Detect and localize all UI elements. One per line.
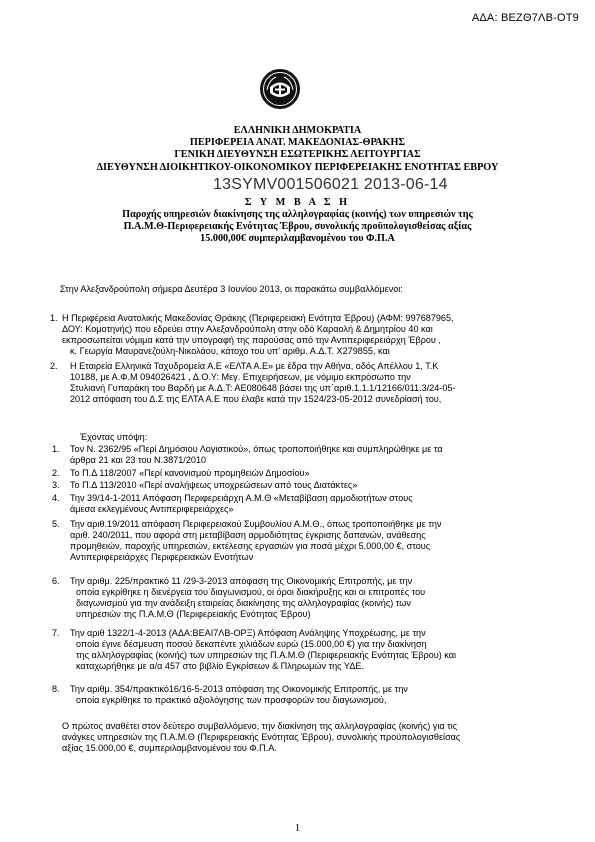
consideration-line: Την αριθ 1322/1-4-2013 (ΑΔΑ:ΒΕΑΙ7ΛΒ-ΟΡΞ) Απόφαση Ανάληψης Υποχρέωσης, με την — [70, 628, 426, 638]
consideration-line: Αντιπεριφερειάρχες Περιφερειακών Ενοτήτων — [70, 552, 254, 562]
title-line: Π.Α.Μ.Θ-Περιφερειακής Ενότητας Έβρου, συνολικής προϋπολογισθείσας αξίας — [123, 221, 472, 232]
consideration-number: 8. — [52, 684, 60, 694]
title-line: 15.000,00€ συμπεριλαμβανομένου του Φ.Π.Α — [200, 233, 395, 244]
consideration-line: άμεσα εκλεγμένους Αντιπεριφερειάρχες» — [70, 504, 234, 514]
party-line: ΔΟΥ: Κομοτηνής) που εδρεύει στην Αλεξανδρούπολη στην οδό Καραολή & Δημητρίου 40 και — [62, 324, 433, 334]
closing-line: αξίας 15.000,00 €, συμπεριλαμβανομένου του Φ.Π.Α. — [62, 743, 277, 753]
document-type: Σ Υ Μ Β Α Σ Η — [244, 197, 351, 208]
consideration-number: 1. — [52, 444, 60, 454]
having-in-mind-label: Έχοντας υπόψη: — [80, 432, 148, 442]
intro-paragraph: Στην Αλεξανδρούπολη σήμερα Δευτέρα 3 Ιουνίου 2013, οι παρακάτω συμβαλλόμενοι: — [60, 284, 403, 294]
consideration-number: 7. — [52, 628, 60, 638]
consideration-line: προμηθειών, παροχής υπηρεσιών, εκτέλεσης εργασιών για ποσά μέχρι 5.000,00 €, στους — [70, 541, 431, 551]
party-number: 2. — [50, 361, 58, 371]
consideration-line: Την αριθ.19/2011 απόφαση Περιφερειακού Συμβουλίου Α.Μ.Θ., όπως τροποποιήθηκε με την — [70, 519, 442, 529]
consideration-line: άρθρα 21 και 23 του Ν.3871/2010 — [70, 455, 207, 465]
consideration-number: 5. — [52, 519, 60, 529]
heading-line: ΠΕΡΙΦΕΡΕΙΑ ΑΝΑΤ. ΜΑΚΕΔΟΝΙΑΣ-ΘΡΑΚΗΣ — [189, 137, 406, 149]
heading-line: ΕΛΛΗΝΙΚΗ ΔΗΜΟΚΡΑΤΙΑ — [233, 125, 362, 136]
page-number: 1 — [294, 822, 301, 834]
party-number: 1. — [50, 313, 58, 323]
consideration-line: υπηρεσιών της Π.Α.Μ.Θ (Περιφερειακής Ενότητας Έβρου) — [76, 609, 311, 619]
consideration-line: διαγωνισμού για την ανάδειξη εταιρείας διακίνησης της αλληλογραφίας (κοινής) των — [76, 598, 411, 608]
consideration-line: αριθ. 240/2011, που αφορά στη μεταβίβαση αρμοδιότητας έγκρισης δαπανών, ανάθεσης — [70, 530, 426, 540]
consideration-line: της αλληλογραφίας (κοινής) των υπηρεσιών της Π.Α.Μ.Θ (Περιφερειακής Ενότητας Έβρου) και — [76, 650, 456, 660]
party-line: Η Εταιρεία Ελληνικά Ταχυδρομεία Α.Ε «ΕΛΤΑ Α.Ε» με έδρα την Αθήνα, οδός Απέλλου 1, Τ.Κ — [70, 361, 439, 371]
party-line: Η Περιφέρεια Ανατολικής Μακεδονίας Θράκης (Περιφερειακή Ενότητα Έβρου) (ΑΦΜ: 997687965, — [62, 313, 454, 323]
party-line: εκπροσωπείται νόμιμα κατά την υπογραφή της παρούσας από την Αντιπεριφερειάρχη Έβρου , — [62, 335, 441, 345]
party-line: κ. Γεωργία Μαυρανεζούλη-Νικολάου, κάτοχο του υπ' αριθμ. Α.Δ.Τ. Χ279855, και — [70, 346, 390, 356]
heading-line: ΔΙΕΥΘΥΝΣΗ ΔΙΟΙΚΗΤΙΚΟΥ-ΟΙΚΟΝΟΜΙΚΟΥ ΠΕΡΙΦΕΡΕΙΑΚΗΣ ΕΝΟΤΗΤΑΣ ΕΒΡΟΥ — [96, 161, 499, 173]
heading-line: ΓΕΝΙΚΗ ΔΙΕΥΘΥΝΣΗ ΕΣΩΤΕΡΙΚΗΣ ΛΕΙΤΟΥΡΓΙΑΣ — [174, 149, 421, 161]
consideration-line: οποία έγινε δέσμευση ποσού δεκαπέντε χιλιάδων ευρώ (15.000,00 €) για την διακίνηση — [76, 639, 427, 649]
consideration-line: οποία εγκρίθηκε η διενέργεια του διαγωνισμού, οι όροι διακήρυξης και οι επιτροπές του — [76, 587, 426, 597]
consideration-number: 4. — [52, 493, 60, 503]
protocol-number: 13SYMV001506021 2013-06-14 — [213, 176, 448, 193]
closing-line: Ο πρώτος αναθέτει στον δεύτερο συμβαλλόμενο, την διακίνηση της αλληλογραφίας (κοινής) για τις — [62, 721, 458, 731]
consideration-line: Την αριθμ. 354/πρακτικό16/16-5-2013 απόφαση της Οικονομικής Επιτροπής, με την — [70, 684, 408, 694]
ada-code: ΑΔΑ: ΒΕΖΘ7ΛΒ-ΟΤ9 — [471, 12, 579, 24]
contract-title — [0, 197, 595, 245]
party-line: 10188, με Α.Φ.Μ 094026421 , Δ.Ο.Υ: Μεγ. Επιχειρήσεων, με νόμιμο εκπρόσωπο την — [70, 372, 411, 382]
consideration-number: 6. — [52, 576, 60, 586]
consideration-line: οποία εγκρίθηκε το πρακτικό αξιολόγησης των προσφορών του διαγωνισμού, — [76, 695, 387, 705]
title-line: Παροχής υπηρεσιών διακίνησης της αλληλογραφίας (κοινής) των υπηρεσιών της — [122, 209, 473, 220]
consideration-number: 2. — [52, 468, 60, 478]
consideration-line: Την αριθμ. 225/πρακτικό 11 /29-3-2013 απόφαση της Οικονομικής Επιτροπής, με την — [70, 576, 413, 586]
consideration-line: Το Π.Δ 113/2010 «Περί αναλήψεως υποχρεώσεων από τους Διατάκτες» — [70, 480, 358, 490]
consideration-line: Το Π.Δ 118/2007 «Περί κανονισμού προμηθειών Δημοσίου» — [70, 468, 310, 478]
consideration-number: 3. — [52, 480, 60, 490]
party-line: 2012 απόφαση του Δ.Σ της ΕΛΤΑ Α.Ε που έλαβε κατά την 1524/23-05-2012 συνεδρίασή του, — [70, 394, 442, 404]
consideration-line: Τον Ν. 2362/95 «Περί Δημόσιου Λογιστικού», όπως τροποποιήθηκε και συμπληρώθηκε με τα — [70, 444, 443, 454]
hellenic-republic-seal-icon — [259, 68, 301, 110]
closing-line: ανάγκες υπηρεσιών της Π.Α.Μ.Θ (Περιφερειακής Ενότητας Έβρου), συνολικής προϋπολογισθείσας — [62, 732, 461, 742]
consideration-line: καταχωρήθηκε με α/α 457 στο βιβλίο Εγκρίσεων & Πληρωμών της ΥΔΕ. — [76, 661, 364, 671]
party-line: Στυλιανή Γυπαράκη του Βαρδή με Α.Δ.Τ: ΑΕ080648 βάσει της υπ΄αριθ.1.1.1/12166/011.3/24-05- — [70, 383, 456, 393]
consideration-line: Την 39/14-1-2011 Απόφαση Περιφερειάρχη Α.Μ.Θ «Μεταβίβαση αρμοδιοτήτων στους — [70, 493, 413, 503]
issuing-authority-heading — [0, 125, 595, 174]
